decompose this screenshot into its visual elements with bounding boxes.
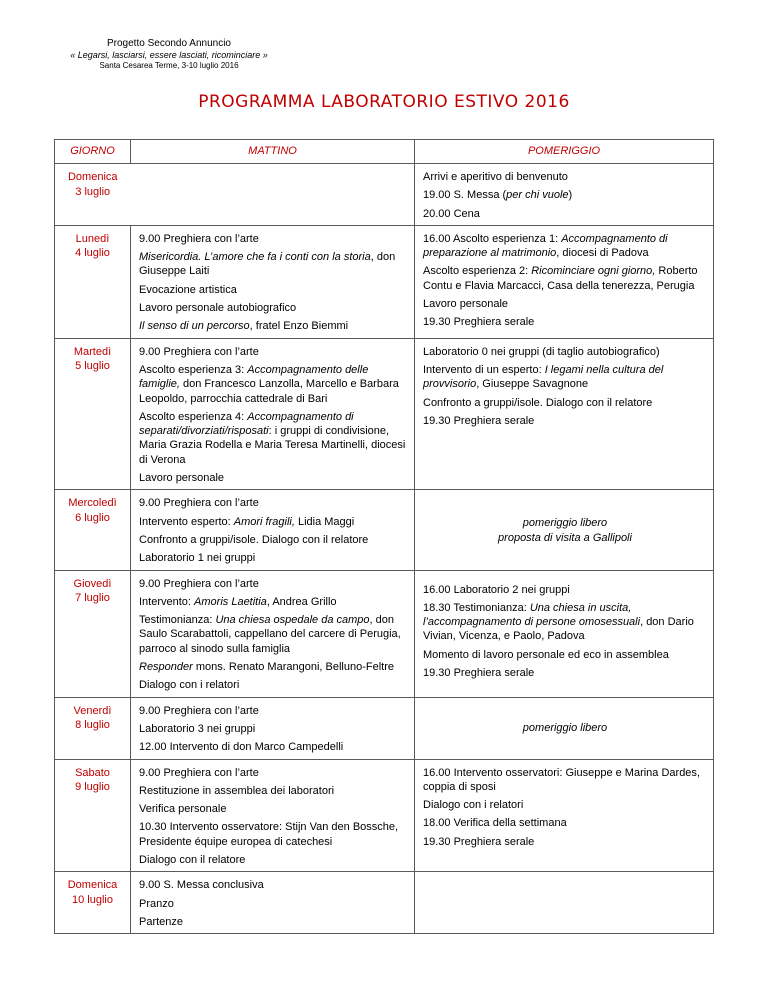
schedule-item: Restituzione in assemblea dei laboratori <box>139 784 335 797</box>
page-title: PROGRAMMA LABORATORIO ESTIVO 2016 <box>198 92 570 112</box>
afternoon-cell <box>415 697 714 759</box>
schedule-item: Testimonianza: Una chiesa ospedale da campo, don Saulo Scarabattoli, cappellano del carcere di Perugia, parroco al sinodo sulla famiglia <box>139 614 401 655</box>
column-header-afternoon: POMERIGGIO <box>415 140 714 164</box>
schedule-item: 19.30 Preghiera serale <box>423 835 535 848</box>
morning-cell <box>131 872 415 934</box>
table-row <box>55 338 714 490</box>
schedule-item: 9.00 Preghiera con l’arte <box>139 577 259 590</box>
schedule-item: 16.00 Laboratorio 2 nei gruppi <box>423 583 570 596</box>
day-cell <box>55 338 131 490</box>
day-date: 10 luglio <box>72 893 113 906</box>
schedule-item: 18.30 Testimonianza: Una chiesa in uscita, l’accompagnamento di persone omosessuali, don Dario Vivian, Vicenza, e Paolo, Padova <box>423 601 694 643</box>
day-cell <box>55 570 131 697</box>
schedule-item: Laboratorio 3 nei gruppi <box>139 722 256 735</box>
afternoon-cell <box>415 490 714 570</box>
schedule-item: Intervento esperto: Amori fragili, Lidia Maggi <box>139 515 355 528</box>
afternoon-cell <box>415 872 714 934</box>
schedule-item: 19.30 Preghiera serale <box>423 667 535 680</box>
table-row <box>55 570 714 697</box>
schedule-item: 9.00 Preghiera con l’arte <box>139 704 259 717</box>
program-table <box>54 139 714 934</box>
schedule-item: Misericordia. L’amore che fa i conti con la storia, don Giuseppe Laiti <box>139 251 396 278</box>
project-place-date: Santa Cesarea Terme, 3-10 luglio 2016 <box>99 61 239 71</box>
schedule-item: Evocazione artistica <box>139 283 237 296</box>
schedule-item: 16.00 Ascolto esperienza 1: Accompagnamento di preparazione al matrimonio, diocesi di Padova <box>423 232 668 260</box>
schedule-item: Ascolto esperienza 4: Accompagnamento di separati/divorziati/risposati: i gruppi di condivisione, Maria Grazia Rodella e Maria Teresa Martinelli, diocesi di Verona <box>139 410 406 466</box>
day-name: Lunedì <box>75 232 110 245</box>
morning-cell <box>131 225 415 338</box>
morning-cell <box>131 338 415 490</box>
table-row <box>55 697 714 759</box>
schedule-item: 20.00 Cena <box>423 207 480 220</box>
column-header-day: GIORNO <box>55 140 131 164</box>
schedule-item: 9.00 Preghiera con l’arte <box>139 345 259 358</box>
afternoon-cell <box>415 164 714 226</box>
schedule-item: Momento di lavoro personale ed eco in assemblea <box>423 648 669 661</box>
schedule-item: Il senso di un percorso, fratel Enzo Biemmi <box>139 320 349 333</box>
day-name: Domenica <box>67 171 118 183</box>
schedule-item: Partenze <box>139 915 184 928</box>
day-name: Giovedì <box>73 577 112 590</box>
schedule-item: Ascolto esperienza 2: Ricominciare ogni giorno, Roberto Contu e Flavia Marcacci, Casa della tenerezza, Perugia <box>423 265 698 292</box>
day-date: 4 luglio <box>75 247 110 260</box>
schedule-item: Verifica personale <box>139 803 227 816</box>
day-cell <box>55 759 131 872</box>
schedule-item: Laboratorio 1 nei gruppi <box>139 552 256 565</box>
schedule-item: 9.00 Preghiera con l’arte <box>139 766 259 779</box>
afternoon-cell <box>415 225 714 338</box>
schedule-item: 10.30 Intervento osservatore: Stijn Van den Bossche, Presidente équipe europea di catechesi <box>139 821 399 848</box>
project-motto: « Legarsi, lasciarsi, essere lasciati, ricominciare » <box>70 50 268 61</box>
day-cell <box>55 697 131 759</box>
day-cell <box>55 164 131 226</box>
afternoon-cell <box>415 338 714 490</box>
schedule-item: Dialogo con i relatori <box>139 679 240 692</box>
schedule-item: 19.00 S. Messa (per chi vuole) <box>423 189 573 202</box>
table-row <box>55 872 714 934</box>
day-date: 7 luglio <box>75 592 110 605</box>
schedule-item: Dialogo con il relatore <box>139 853 246 866</box>
schedule-item: 19.30 Preghiera serale <box>423 316 535 329</box>
day-date: 6 luglio <box>75 511 110 524</box>
schedule-item: 16.00 Intervento osservatori: Giuseppe e Marina Dardes, coppia di sposi <box>423 766 700 793</box>
table-header-row <box>55 140 714 164</box>
column-header-morning: MATTINO <box>131 140 415 164</box>
free-afternoon-note: pomeriggio libero <box>522 516 608 529</box>
day-name: Venerdì <box>73 704 112 717</box>
morning-cell <box>131 759 415 872</box>
schedule-item: Lavoro personale <box>139 472 225 485</box>
table-row <box>55 759 714 872</box>
schedule-item: Confronto a gruppi/isole. Dialogo con il relatore <box>139 533 369 546</box>
schedule-item: Confronto a gruppi/isole. Dialogo con il relatore <box>423 396 653 409</box>
morning-cell <box>131 164 415 226</box>
schedule-item: Responder mons. Renato Marangoni, Belluno-Feltre <box>139 661 394 674</box>
table-row <box>55 490 714 570</box>
day-name: Sabato <box>75 766 110 779</box>
schedule-item: Lavoro personale autobiografico <box>139 302 297 315</box>
schedule-item: 9.00 Preghiera con l’arte <box>139 232 259 245</box>
day-date: 9 luglio <box>75 781 110 794</box>
schedule-item: 9.00 S. Messa conclusiva <box>139 879 264 892</box>
day-cell <box>55 872 131 934</box>
schedule-item: Intervento: Amoris Laetitia, Andrea Grillo <box>139 595 337 608</box>
schedule-item: Pranzo <box>139 897 174 910</box>
schedule-item: 18.00 Verifica della settimana <box>423 817 567 830</box>
day-name: Martedì <box>73 345 112 358</box>
day-name: Domenica <box>67 879 118 892</box>
free-afternoon-note: proposta di visita a Gallipoli <box>498 531 632 544</box>
schedule-item: 12.00 Intervento di don Marco Campedelli <box>139 741 344 754</box>
day-cell <box>55 490 131 570</box>
table-row <box>55 225 714 338</box>
afternoon-cell <box>415 759 714 872</box>
table-row <box>55 164 714 226</box>
free-afternoon-note: pomeriggio libero <box>522 722 608 735</box>
day-date: 3 luglio <box>75 185 111 198</box>
schedule-item: 19.30 Preghiera serale <box>423 414 535 427</box>
header-block <box>64 38 274 71</box>
schedule-item: Ascolto esperienza 3: Accompagnamento delle famiglie, don Francesco Lanzolla, Marcello e Barbara Leopoldo, parrocchia cattedrale di Bari <box>139 363 399 405</box>
project-name: Progetto Secondo Annuncio <box>107 38 231 49</box>
afternoon-cell <box>415 570 714 697</box>
day-name: Mercoledì <box>68 497 117 510</box>
schedule-item: Arrivi e aperitivo di benvenuto <box>423 171 568 183</box>
day-cell <box>55 225 131 338</box>
schedule-item: Intervento di un esperto: I legami nella cultura del provvisorio, Giuseppe Savagnone <box>423 363 664 391</box>
morning-cell <box>131 697 415 759</box>
schedule-item: Dialogo con i relatori <box>423 799 524 812</box>
schedule-item: Laboratorio 0 nei gruppi (di taglio autobiografico) <box>423 345 660 358</box>
morning-cell <box>131 490 415 570</box>
schedule-item: 9.00 Preghiera con l’arte <box>139 497 259 510</box>
day-date: 5 luglio <box>75 360 110 373</box>
day-date: 8 luglio <box>75 719 110 732</box>
morning-cell <box>131 570 415 697</box>
schedule-item: Lavoro personale <box>423 298 509 311</box>
